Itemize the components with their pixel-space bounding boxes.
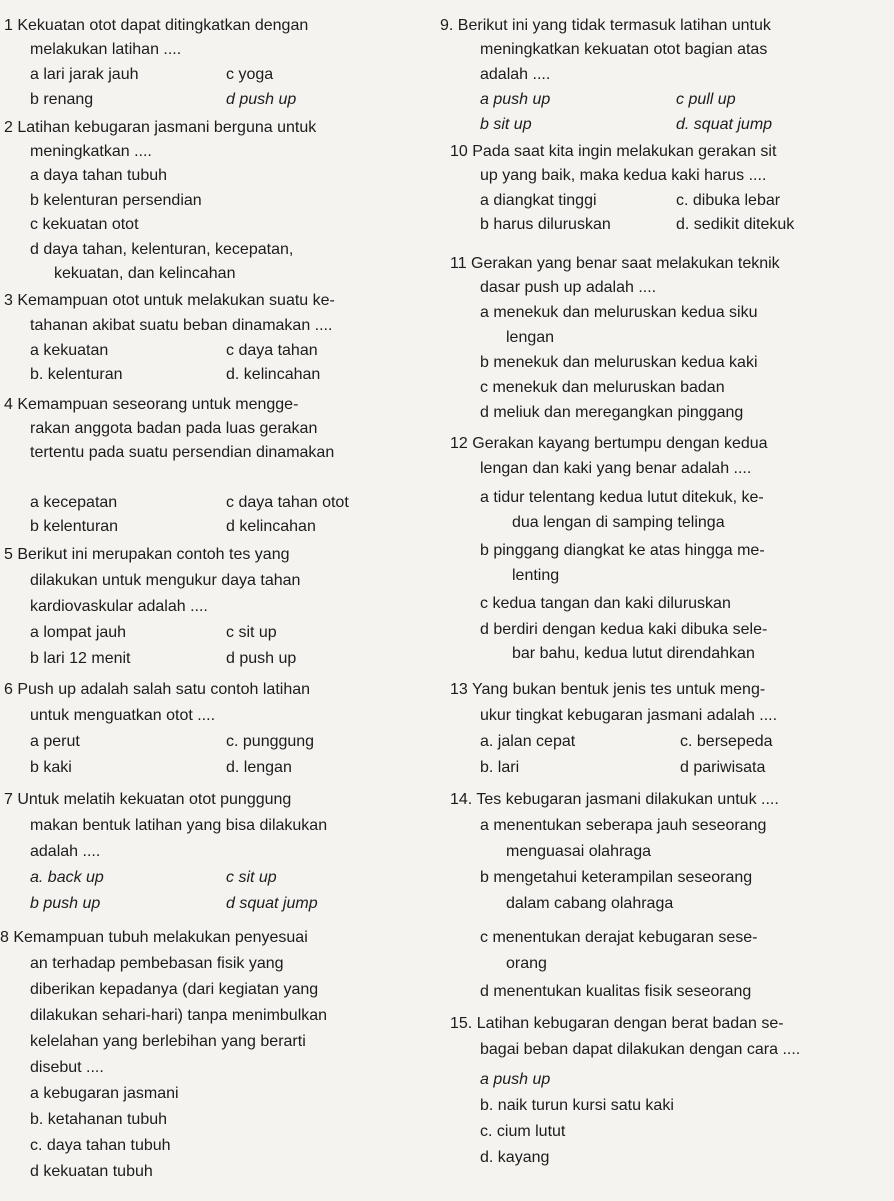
q5-option-a: a lompat jauh	[30, 624, 127, 641]
q10-option-a: a diangkat tinggi	[480, 192, 597, 209]
q14-stem: 14. Tes kebugaran jasmani dilakukan untuk ....	[450, 791, 779, 808]
q11-option-a-cont: lengan	[506, 329, 555, 346]
q15-option-d: d. kayang	[480, 1149, 550, 1166]
q1-stem: melakukan latihan ....	[30, 41, 182, 58]
q9-stem: 9. Berikut ini yang tidak termasuk latihan untuk	[440, 17, 771, 34]
q7-option-a: a. back up	[30, 869, 104, 886]
q11-option-a: a menekuk dan meluruskan kedua siku	[480, 304, 758, 321]
q9-option-c: c pull up	[676, 91, 736, 108]
q9-option-d: d. squat jump	[676, 116, 773, 133]
q3-option-a: a kekuatan	[30, 342, 109, 359]
q2-option-c: c kekuatan otot	[30, 216, 139, 233]
q10-option-d: d. sedikit ditekuk	[676, 216, 795, 233]
q13-option-b: b. lari	[480, 759, 520, 776]
q12-option-b-cont: lenting	[512, 567, 560, 584]
q8-stem: disebut ....	[30, 1059, 104, 1076]
q11-stem: dasar push up adalah ....	[480, 279, 657, 296]
q12-option-c: c kedua tangan dan kaki diluruskan	[480, 595, 731, 612]
q3-option-c: c daya tahan	[226, 342, 318, 359]
q3-option-b: b. kelenturan	[30, 366, 123, 383]
q6-option-a: a perut	[30, 733, 80, 750]
q6-stem: untuk menguatkan otot ....	[30, 707, 216, 724]
q13-option-c: c. bersepeda	[680, 733, 773, 750]
q13-stem: 13 Yang bukan bentuk jenis tes untuk meng-	[450, 681, 766, 698]
q10-stem: 10 Pada saat kita ingin melakukan gerakan sit	[450, 143, 777, 160]
q5-stem: kardiovaskular adalah ....	[30, 598, 208, 615]
q15-option-a: a push up	[480, 1071, 551, 1088]
q2-option-d: d daya tahan, kelenturan, kecepatan,	[30, 241, 294, 258]
q9-stem: adalah ....	[480, 66, 551, 83]
q8-option-a: a kebugaran jasmani	[30, 1085, 179, 1102]
q6-option-b: b kaki	[30, 759, 72, 776]
q4-option-b: b kelenturan	[30, 518, 119, 535]
q14-option-a: a menentukan seberapa jauh seseorang	[480, 817, 767, 834]
q2-stem: meningkatkan ....	[30, 143, 152, 160]
q15-option-c: c. cium lutut	[480, 1123, 566, 1140]
q7-stem: adalah ....	[30, 843, 101, 860]
q7-stem: makan bentuk latihan yang bisa dilakukan	[30, 817, 328, 834]
q8-option-b: b. ketahanan tubuh	[30, 1111, 168, 1128]
q10-option-c: c. dibuka lebar	[676, 192, 781, 209]
q4-stem: 4 Kemampuan seseorang untuk mengge-	[4, 396, 299, 413]
q1-option-b: b renang	[30, 91, 94, 108]
q14-option-c-cont: orang	[506, 955, 547, 972]
q4-option-a: a kecepatan	[30, 494, 118, 511]
q5-stem: 5 Berikut ini merupakan contoh tes yang	[4, 546, 290, 563]
q4-option-c: c daya tahan otot	[226, 494, 349, 511]
q3-option-d: d. kelincahan	[226, 366, 321, 383]
q8-stem: kelelahan yang berlebihan yang berarti	[30, 1033, 306, 1050]
q13-stem: ukur tingkat kebugaran jasmani adalah ....	[480, 707, 778, 724]
q7-stem: 7 Untuk melatih kekuatan otot punggung	[4, 791, 292, 808]
q4-stem: tertentu pada suatu persendian dinamakan	[30, 444, 335, 461]
q2-option-a: a daya tahan tubuh	[30, 167, 168, 184]
q15-stem: bagai beban dapat dilakukan dengan cara ....	[480, 1041, 801, 1058]
q7-option-c: c sit up	[226, 869, 277, 886]
q10-stem: up yang baik, maka kedua kaki harus ....	[480, 167, 767, 184]
q11-option-d: d meliuk dan meregangkan pinggang	[480, 404, 744, 421]
q12-option-d: d berdiri dengan kedua kaki dibuka sele-	[480, 621, 768, 638]
q10-option-b: b harus diluruskan	[480, 216, 611, 233]
q1-option-a: a lari jarak jauh	[30, 66, 139, 83]
q15-option-b: b. naik turun kursi satu kaki	[480, 1097, 674, 1114]
q14-option-d: d menentukan kualitas fisik seseorang	[480, 983, 752, 1000]
q5-option-b: b lari 12 menit	[30, 650, 131, 667]
q6-option-c: c. punggung	[226, 733, 315, 750]
q4-option-d: d kelincahan	[226, 518, 316, 535]
q5-option-d: d push up	[226, 650, 297, 667]
q13-option-d: d pariwisata	[680, 759, 766, 776]
q11-option-c: c menekuk dan meluruskan badan	[480, 379, 725, 396]
q1-option-c: c yoga	[226, 66, 274, 83]
q9-stem: meningkatkan kekuatan otot bagian atas	[480, 41, 768, 58]
q9-option-b: b sit up	[480, 116, 532, 133]
q14-option-b: b mengetahui keterampilan seseorang	[480, 869, 753, 886]
q12-option-a-cont: dua lengan di samping telinga	[512, 514, 725, 531]
q2-option-b: b kelenturan persendian	[30, 192, 202, 209]
q8-option-d: d kekuatan tubuh	[30, 1163, 153, 1180]
q8-stem: dilakukan sehari-hari) tanpa menimbulkan	[30, 1007, 328, 1024]
q8-option-c: c. daya tahan tubuh	[30, 1137, 171, 1154]
q1-option-d: d push up	[226, 91, 297, 108]
q7-option-d: d squat jump	[226, 895, 318, 912]
q8-stem: 8 Kemampuan tubuh melakukan penyesuai	[0, 929, 308, 946]
q13-option-a: a. jalan cepat	[480, 733, 576, 750]
q8-stem: diberikan kepadanya (dari kegiatan yang	[30, 981, 319, 998]
q1-stem: 1 Kekuatan otot dapat ditingkatkan dengan	[4, 17, 309, 34]
q8-stem: an terhadap pembebasan fisik yang	[30, 955, 284, 972]
q12-option-d-cont: bar bahu, kedua lutut direndahkan	[512, 645, 755, 662]
q12-stem: 12 Gerakan kayang bertumpu dengan kedua	[450, 435, 768, 452]
q7-option-b: b push up	[30, 895, 101, 912]
q5-option-c: c sit up	[226, 624, 277, 641]
q5-stem: dilakukan untuk mengukur daya tahan	[30, 572, 301, 589]
q15-stem: 15. Latihan kebugaran dengan berat badan se-	[450, 1015, 784, 1032]
q9-option-a: a push up	[480, 91, 551, 108]
q4-stem: rakan anggota badan pada luas gerakan	[30, 420, 318, 437]
q11-option-b: b menekuk dan meluruskan kedua kaki	[480, 354, 758, 371]
q12-option-b: b pinggang diangkat ke atas hingga me-	[480, 542, 765, 559]
q2-option-d-cont: kekuatan, dan kelincahan	[54, 265, 236, 282]
q3-stem: 3 Kemampuan otot untuk melakukan suatu ke-	[4, 292, 335, 309]
q3-stem: tahanan akibat suatu beban dinamakan ....	[30, 317, 333, 334]
q12-option-a: a tidur telentang kedua lutut ditekuk, ke-	[480, 489, 764, 506]
q2-stem: 2 Latihan kebugaran jasmani berguna untuk	[4, 119, 317, 136]
q14-option-c: c menentukan derajat kebugaran sese-	[480, 929, 758, 946]
q14-option-a-cont: menguasai olahraga	[506, 843, 651, 860]
q6-stem: 6 Push up adalah salah satu contoh latihan	[4, 681, 311, 698]
q11-stem: 11 Gerakan yang benar saat melakukan teknik	[450, 255, 780, 272]
q14-option-b-cont: dalam cabang olahraga	[506, 895, 674, 912]
q12-stem: lengan dan kaki yang benar adalah ....	[480, 460, 752, 477]
q6-option-d: d. lengan	[226, 759, 292, 776]
